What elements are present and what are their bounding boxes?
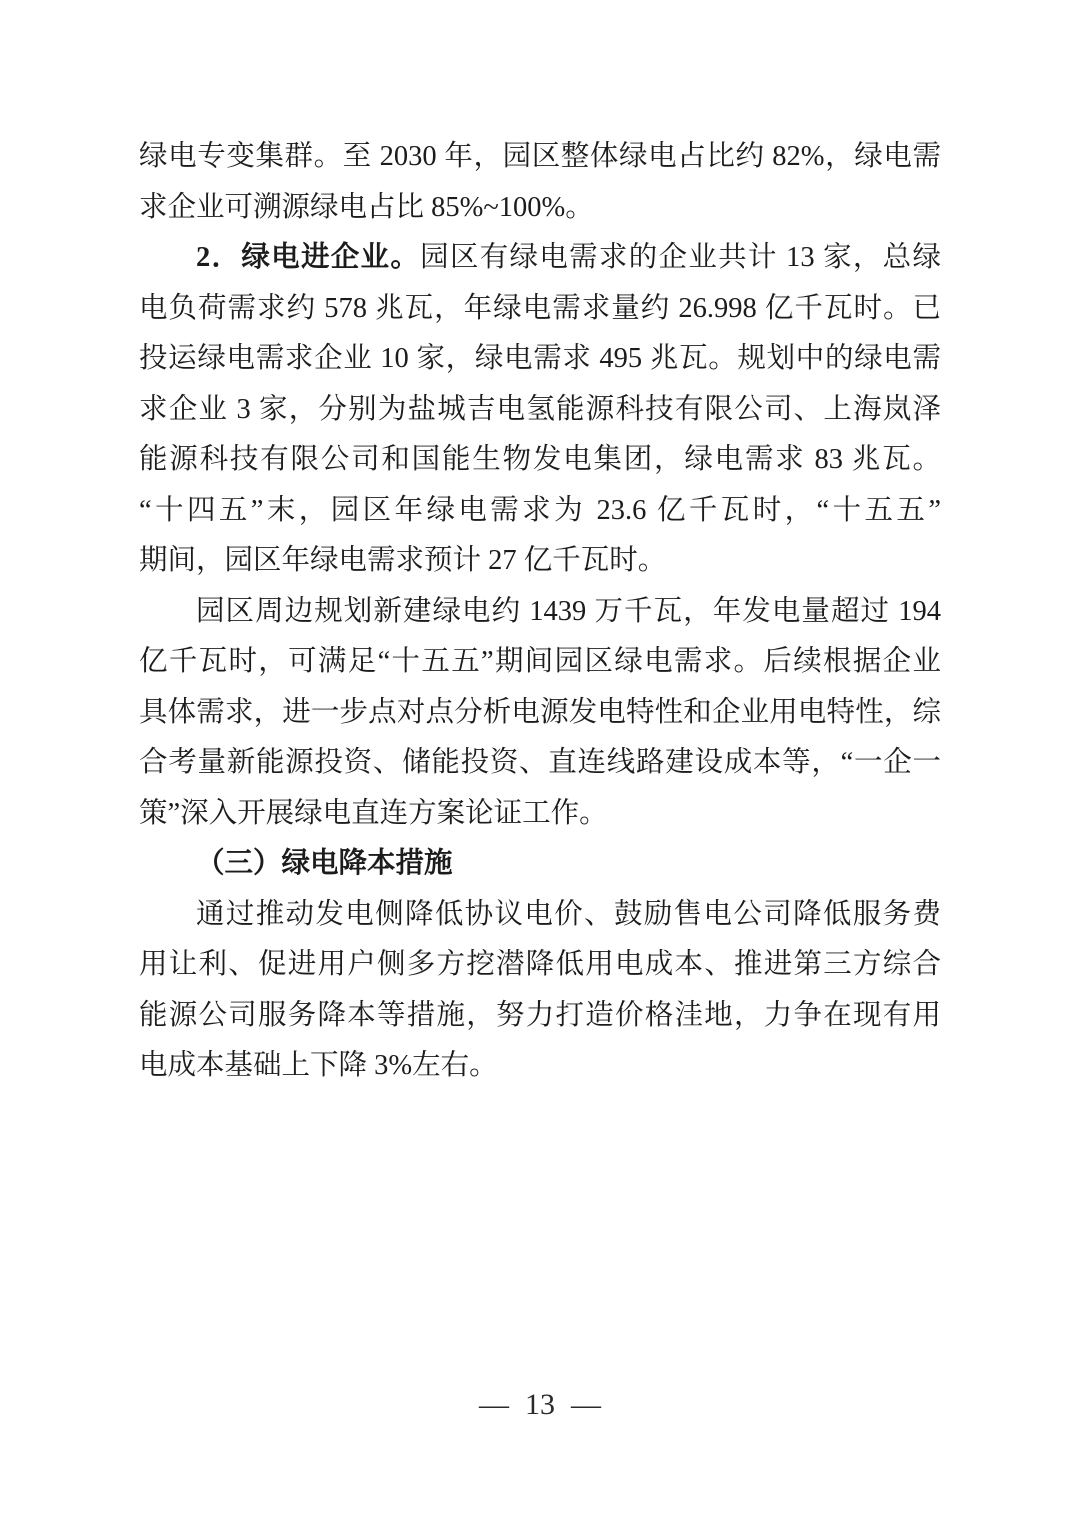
- page-footer: [0, 1388, 1080, 1422]
- text-line: 具体需求，进一步点对点分析电源发电特性和企业用电特性，综: [139, 696, 941, 728]
- text-line: 电成本基础上下降 3%左右。: [139, 1050, 498, 1081]
- text-line: 通过推动发电侧降低协议电价、鼓励售电公司降低服务费: [196, 898, 941, 930]
- footer-dash-right: —: [571, 1388, 601, 1421]
- text-line: “十四五”末，园区年绿电需求为 23.6 亿千瓦时，“十五五”: [139, 494, 941, 526]
- text-line: 合考量新能源投资、储能投资、直连线路建设成本等，“一企一: [139, 747, 941, 778]
- page-number: 13: [525, 1388, 555, 1421]
- text-line: 园区周边规划新建绿电约 1439 万千瓦，年发电量超过 194: [196, 595, 941, 627]
- text-line: 绿电专变集群。至 2030 年，园区整体绿电占比约 82%，绿电需: [139, 141, 941, 172]
- text-line: 求企业 3 家，分别为盐城吉电氢能源科技有限公司、上海岚泽: [139, 393, 941, 425]
- paragraph-lead-bold: 2．绿电进企业。: [196, 242, 421, 273]
- text-line: 能源公司服务降本等措施，努力打造价格洼地，力争在现有用: [139, 999, 941, 1031]
- text-line: [139, 233, 941, 284]
- text-line: 电负荷需求约 578 兆瓦，年绿电需求量约 26.998 亿千瓦时。已: [139, 292, 941, 324]
- text-line: 投运绿电需求企业 10 家，绿电需求 495 兆瓦。规划中的绿电需: [139, 343, 941, 374]
- text-line: 亿千瓦时，可满足“十五五”期间园区绿电需求。后续根据企业: [139, 646, 941, 677]
- text-line: 期间，园区年绿电需求预计 27 亿千瓦时。: [139, 545, 667, 576]
- text-run: 园区有绿电需求的企业共计 13 家，总绿: [420, 242, 941, 273]
- text-line: 能源科技有限公司和国能生物发电集团，绿电需求 83 兆瓦。: [139, 444, 941, 475]
- text-line: 求企业可溯源绿电占比 85%~100%。: [139, 191, 594, 223]
- text-body: [139, 132, 941, 1092]
- text-line: 用让利、促进用户侧多方挖潜降低用电成本、推进第三方综合: [139, 949, 941, 980]
- section-heading: （三）绿电降本措施: [196, 848, 453, 879]
- text-line: 策”深入开展绿电直连方案论证工作。: [139, 797, 608, 829]
- footer-dash-left: —: [479, 1388, 509, 1421]
